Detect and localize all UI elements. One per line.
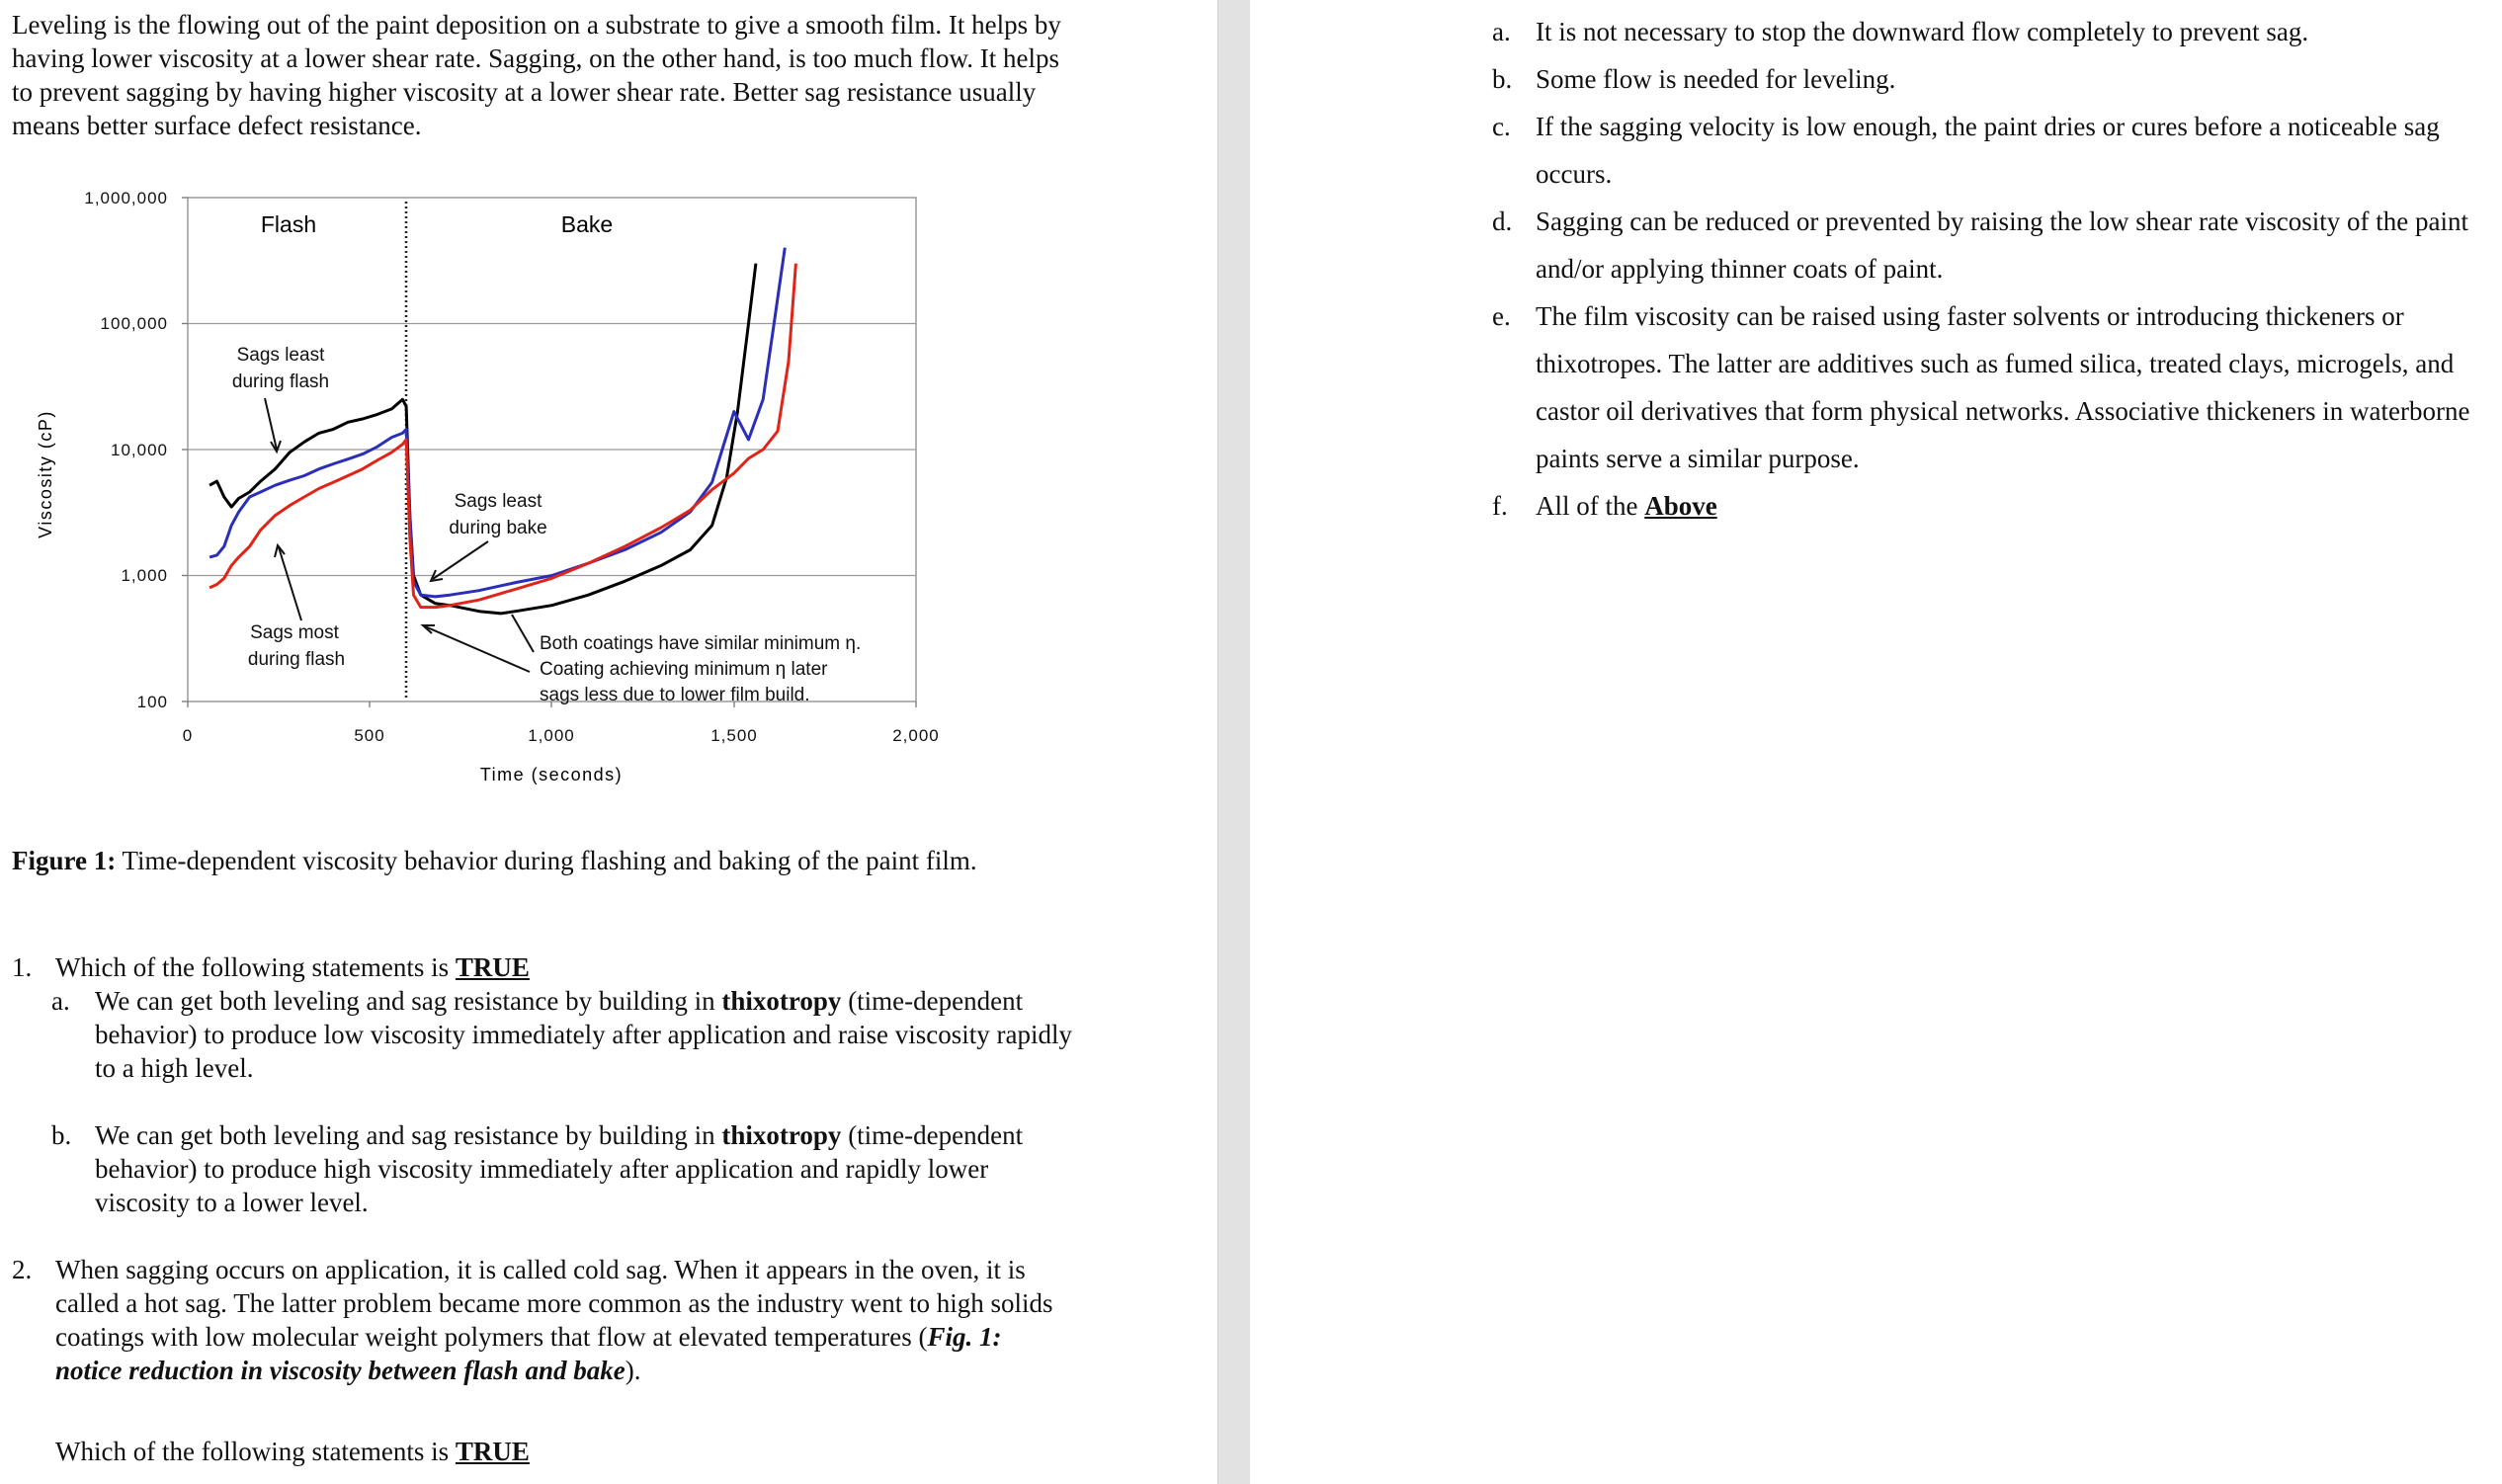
y-axis-label: Viscosity (cP) <box>36 410 55 538</box>
answer-option-f <box>1492 482 2490 530</box>
option-text-pre: We can get both leveling and sag resistance by building in <box>95 986 722 1016</box>
option-letter: a. <box>1492 17 1511 46</box>
x-tick-label: 0 <box>182 726 194 745</box>
option-text <box>95 1118 1083 1219</box>
question-2-stem <box>12 1435 1099 1468</box>
true-emphasis: TRUE <box>455 952 530 982</box>
x-tick-label: 500 <box>354 726 385 745</box>
x-tick-label: 1,000 <box>528 726 575 745</box>
y-tick-label: 1,000,000 <box>84 189 168 207</box>
q2-text-1: When sagging occurs on application, it is called cold sag. When it appears in the oven, it is called a hot sag. The latter problem became more common as the industry went to high solids coatings with low molecular weight polymers that flow at elevated temperatures ( <box>55 1255 1053 1352</box>
q2-italic-note: Fig. 1: notice reduction in viscosity between flash and bake <box>55 1322 1002 1385</box>
y-tick-label: 100 <box>136 693 168 711</box>
arrow-min-2 <box>512 615 534 652</box>
y-tick-label: 100,000 <box>100 314 168 333</box>
annotation-sags-least-flash-2: during flash <box>231 371 330 392</box>
y-tick-label: 1,000 <box>121 566 168 585</box>
option-letter: b. <box>1492 64 1513 94</box>
stem-text: Which of the following statements is <box>55 1437 456 1466</box>
option-letter: e. <box>1492 301 1511 331</box>
question-1 <box>12 950 1099 1468</box>
y-tick-labels <box>84 189 168 711</box>
annotation-minimum-2: Coating achieving minimum η later <box>540 659 828 680</box>
annotation-sags-least-bake-2: during bake <box>449 518 547 538</box>
option-text: Sagging can be reduced or prevented by raising the low shear rate viscosity of the paint and/or applying thinner coats of paint. <box>1536 206 2468 284</box>
annotation-sags-most-flash-2: during flash <box>247 649 346 670</box>
arrow-sags-least-bake <box>433 541 488 579</box>
flash-label: Flash <box>260 211 317 237</box>
chart-svg <box>0 158 988 800</box>
annotation-minimum-1: Both coatings have similar minimum η. <box>540 633 862 654</box>
option-b <box>51 1118 1099 1219</box>
annotation-sags-least-flash-1: Sags least <box>236 345 325 366</box>
above-emphasis: Above <box>1644 491 1717 521</box>
question-stem <box>55 950 530 984</box>
option-text: The film viscosity can be raised using faster solvents or introducing thickeners or thixotropes. The latter are additives such as fumed silica, treated clays, microgels, and castor oil derivatives that form physical networks. Associative thickeners in waterborne paints serve a similar purpose. <box>1536 301 2470 473</box>
arrow-min-1 <box>425 626 530 672</box>
series-layer <box>209 248 795 614</box>
viscosity-chart <box>0 158 988 800</box>
caption-text: Time-dependent viscosity behavior during flashing and baking of the paint film. <box>116 846 977 875</box>
question-number: 1. <box>12 952 33 982</box>
answer-options-list <box>1492 8 2490 530</box>
option-a <box>51 984 1099 1085</box>
x-tick-label: 1,500 <box>710 726 758 745</box>
option-bold-term: thixotropy <box>721 986 842 1016</box>
x-tick-label: 2,000 <box>892 726 940 745</box>
figure-caption <box>12 846 977 876</box>
option-bold-term: thixotropy <box>721 1120 842 1150</box>
option-text: It is not necessary to stop the downward flow completely to prevent sag. <box>1536 17 2309 46</box>
annotation-sags-most-flash-1: Sags most <box>250 622 339 643</box>
option-text-pre: All of the <box>1536 491 1645 521</box>
arrow-sags-most-flash <box>279 547 301 620</box>
question-2-text <box>55 1253 1063 1387</box>
answer-option-e <box>1492 292 2490 482</box>
series-line-red <box>209 264 795 608</box>
annotations <box>232 345 861 705</box>
option-text <box>95 984 1083 1085</box>
caption-label: Figure 1: <box>12 846 117 875</box>
option-text: If the sagging velocity is low enough, the paint dries or cures before a noticeable sag occurs. <box>1536 112 2440 189</box>
annotation-sags-least-bake-1: Sags least <box>454 491 542 512</box>
option-letter: c. <box>1492 112 1511 141</box>
annotation-minimum-3: sags less due to lower film build. <box>540 685 810 705</box>
question-number: 2. <box>12 1255 33 1284</box>
y-tick-label: 10,000 <box>111 441 168 459</box>
option-letter: d. <box>1492 206 1513 236</box>
left-page <box>0 0 1217 1484</box>
answer-option-a <box>1492 8 2490 55</box>
option-text-post: (time-dependent behavior) to produce low viscosity immediately after application and raise viscosity rapidly to a high level. <box>95 986 1072 1083</box>
q2-text-2: ). <box>625 1356 641 1385</box>
series-line-blue <box>209 248 785 597</box>
stem-text: Which of the following statements is <box>55 952 456 982</box>
x-axis-label: Time (seconds) <box>479 765 624 784</box>
question-stem <box>55 1435 530 1468</box>
x-tick-labels <box>183 726 940 745</box>
option-letter: a. <box>51 986 70 1016</box>
answer-option-d <box>1492 198 2490 292</box>
true-emphasis: TRUE <box>455 1437 530 1466</box>
option-text-pre: We can get both leveling and sag resistance by building in <box>95 1120 722 1150</box>
intro-paragraph: Leveling is the flowing out of the paint deposition on a substrate to give a smooth film. It helps by having lower viscosity at a lower shear rate. Sagging, on the other hand, is too much flow. It helps to prevent sagging by having higher viscosity at a lower shear rate. Better sag resistance usually means better surface defect resistance. <box>12 10 1061 140</box>
answer-option-c <box>1492 103 2490 198</box>
option-text <box>1536 482 2490 530</box>
option-text: Some flow is needed for leveling. <box>1536 64 1896 94</box>
series-line-black <box>209 264 756 614</box>
answer-option-b <box>1492 55 2490 103</box>
question-2 <box>12 1253 1099 1387</box>
option-letter: b. <box>51 1120 72 1150</box>
bake-label: Bake <box>560 211 614 237</box>
question-1-stem <box>12 950 1099 984</box>
option-letter: f. <box>1492 491 1508 521</box>
option-text-post: (time-dependent behavior) to produce high viscosity immediately after application and rapidly lower viscosity to a lower level. <box>95 1120 1024 1217</box>
page-gutter <box>1217 0 1251 1484</box>
